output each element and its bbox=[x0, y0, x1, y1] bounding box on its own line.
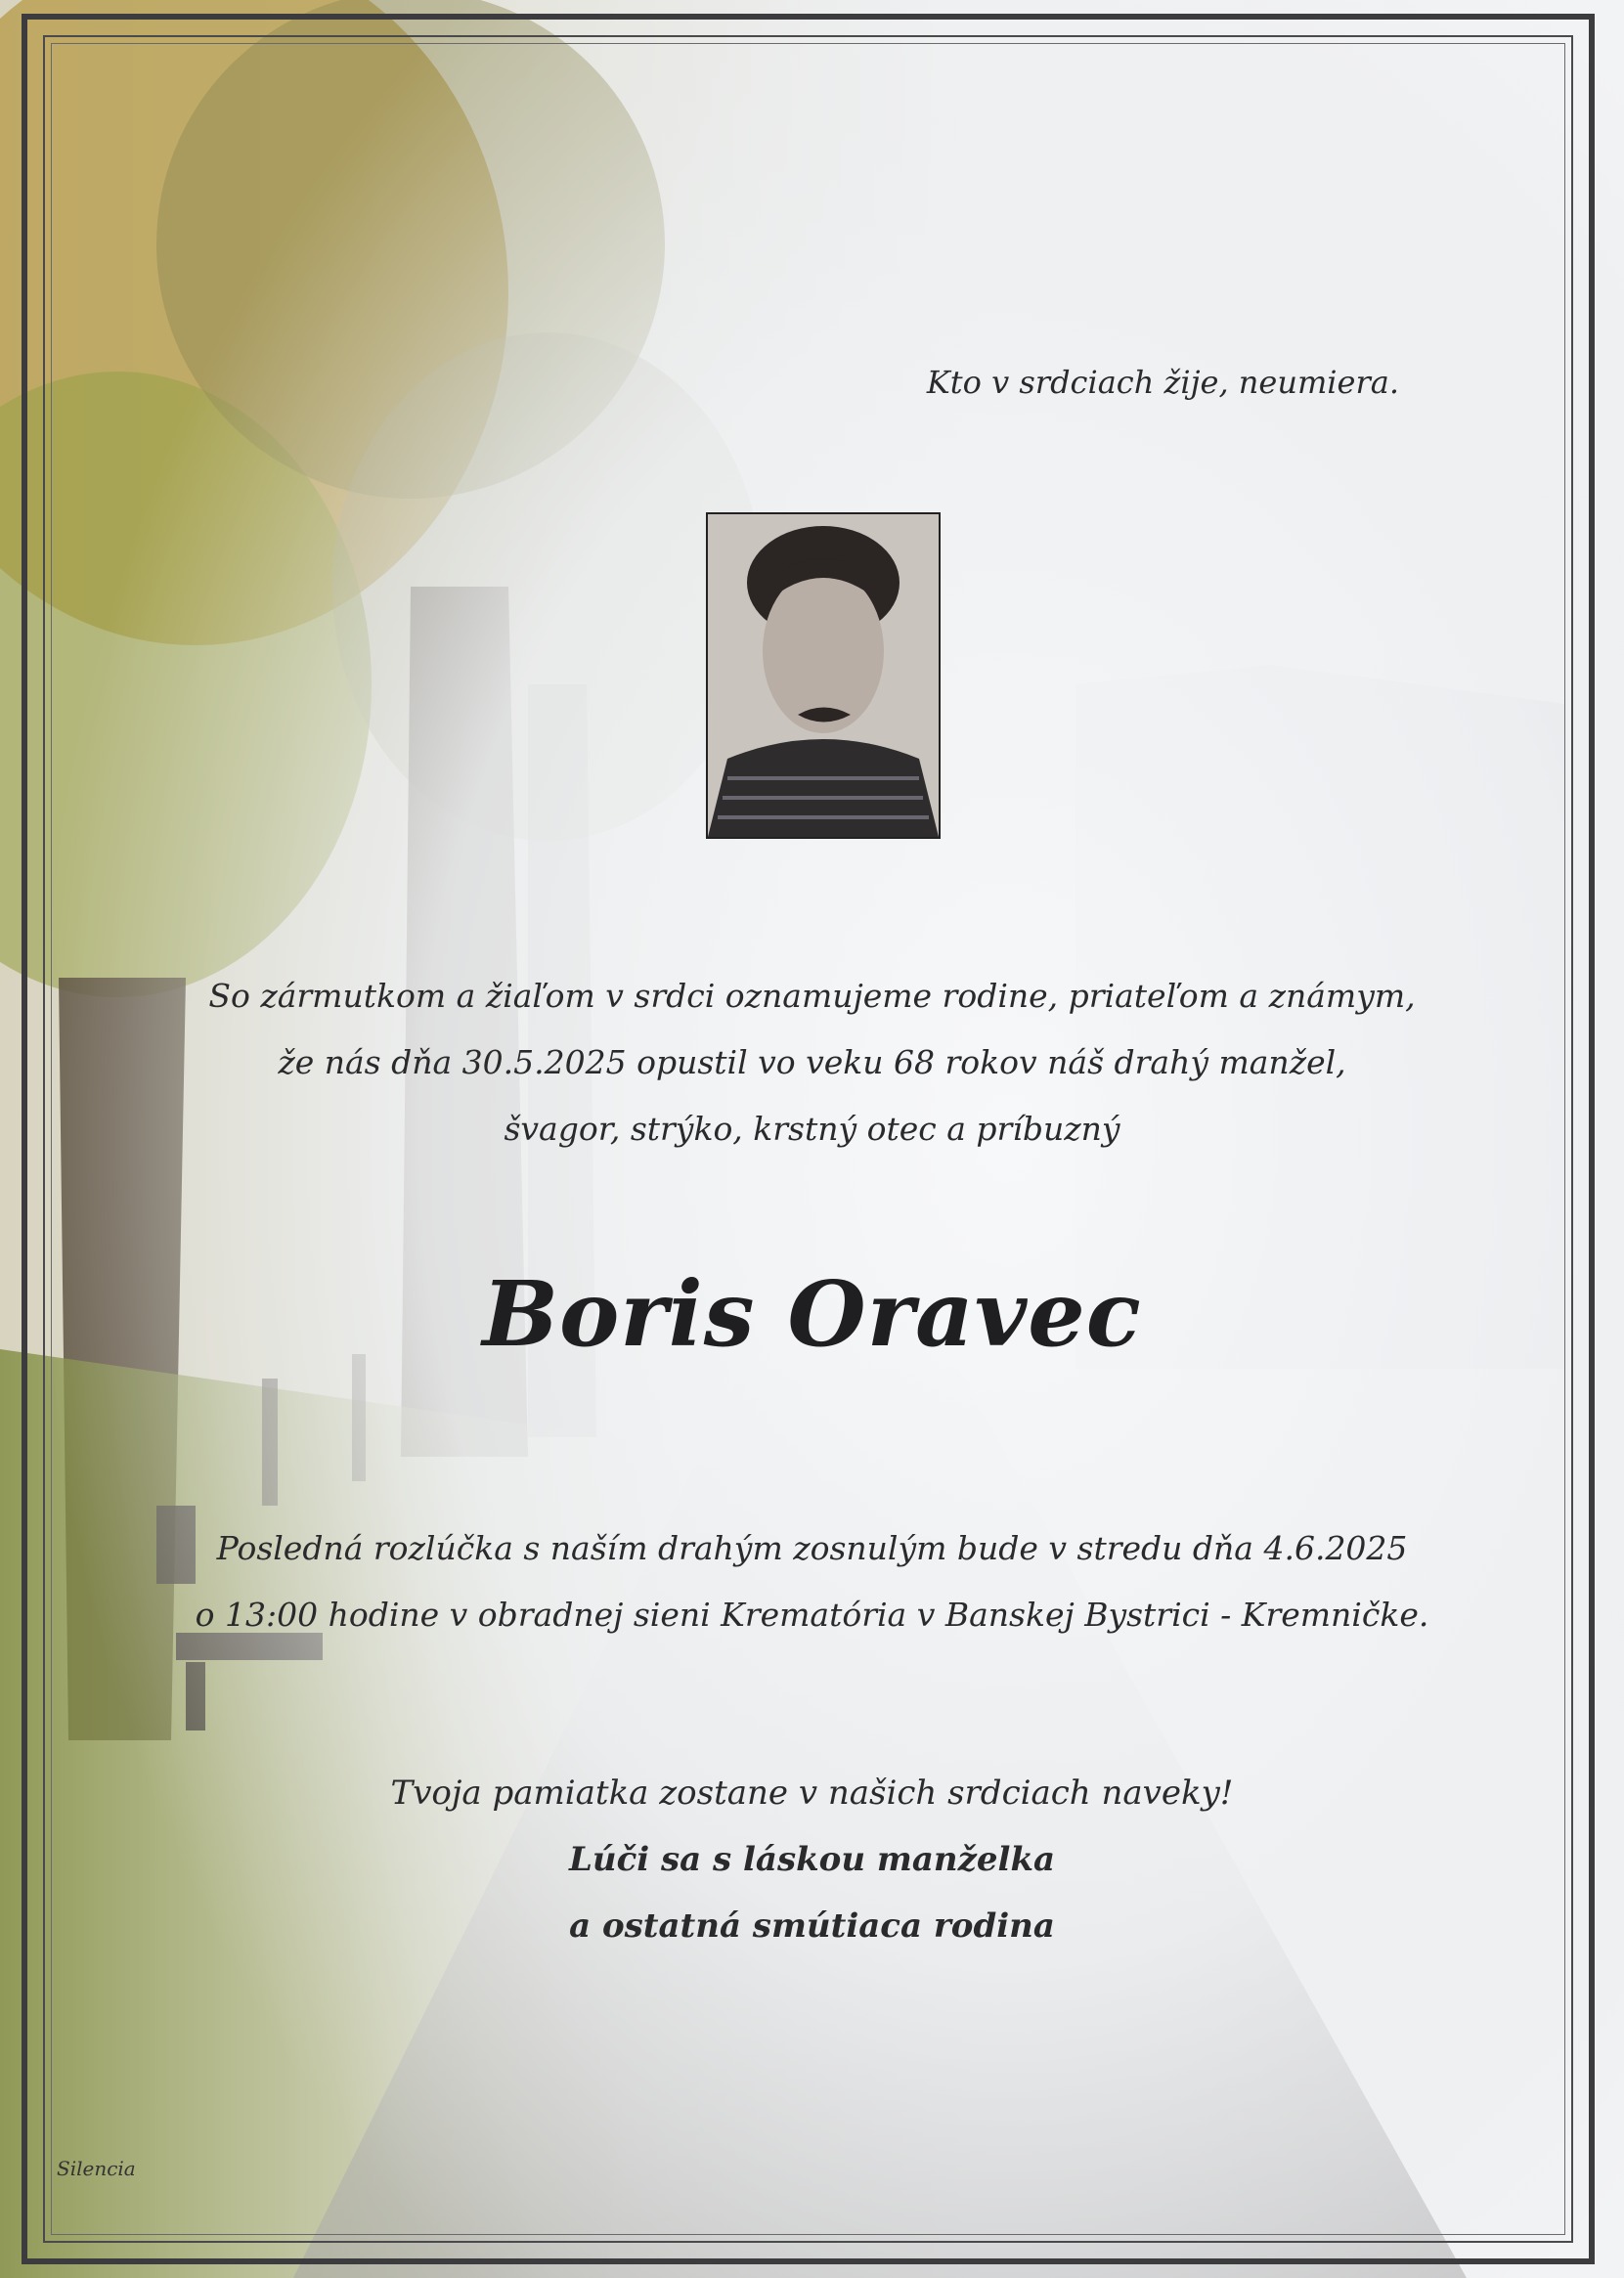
announcement-line-1: So zármutkom a žiaľom v srdci oznamujeme rodine, priateľom a známym, bbox=[208, 977, 1416, 1015]
closing-line-1: Tvoja pamiatka zostane v našich srdciach naveky! bbox=[390, 1774, 1234, 1813]
announcement-line-3: švagor, strýko, krstný otec a príbuzný bbox=[504, 1110, 1120, 1148]
funeral-line-2: o 13:00 hodine v obradnej sieni Krematória v Banskej Bystrici - Kremničke. bbox=[195, 1596, 1429, 1634]
closing-text bbox=[0, 1760, 1624, 1959]
announcement-text bbox=[0, 963, 1624, 1162]
funeral-details bbox=[0, 1515, 1624, 1648]
brand-label: Silencia bbox=[57, 2157, 136, 2180]
closing-line-3: a ostatná smútiaca rodina bbox=[569, 1906, 1055, 1946]
deceased-name: Boris Oravec bbox=[482, 1261, 1142, 1367]
portrait-photo bbox=[706, 512, 941, 839]
funeral-line-1: Posledná rozlúčka s naším drahým zosnulým bude v stredu dňa 4.6.2025 bbox=[216, 1529, 1408, 1567]
closing-line-2: Lúči sa s láskou manželka bbox=[568, 1840, 1056, 1879]
announcement-line-2: že nás dňa 30.5.2025 opustil vo veku 68 rokov náš drahý manžel, bbox=[278, 1043, 1346, 1081]
motto-quote: Kto v srdciach žije, neumiera. bbox=[926, 364, 1399, 401]
portrait-image bbox=[708, 514, 939, 837]
